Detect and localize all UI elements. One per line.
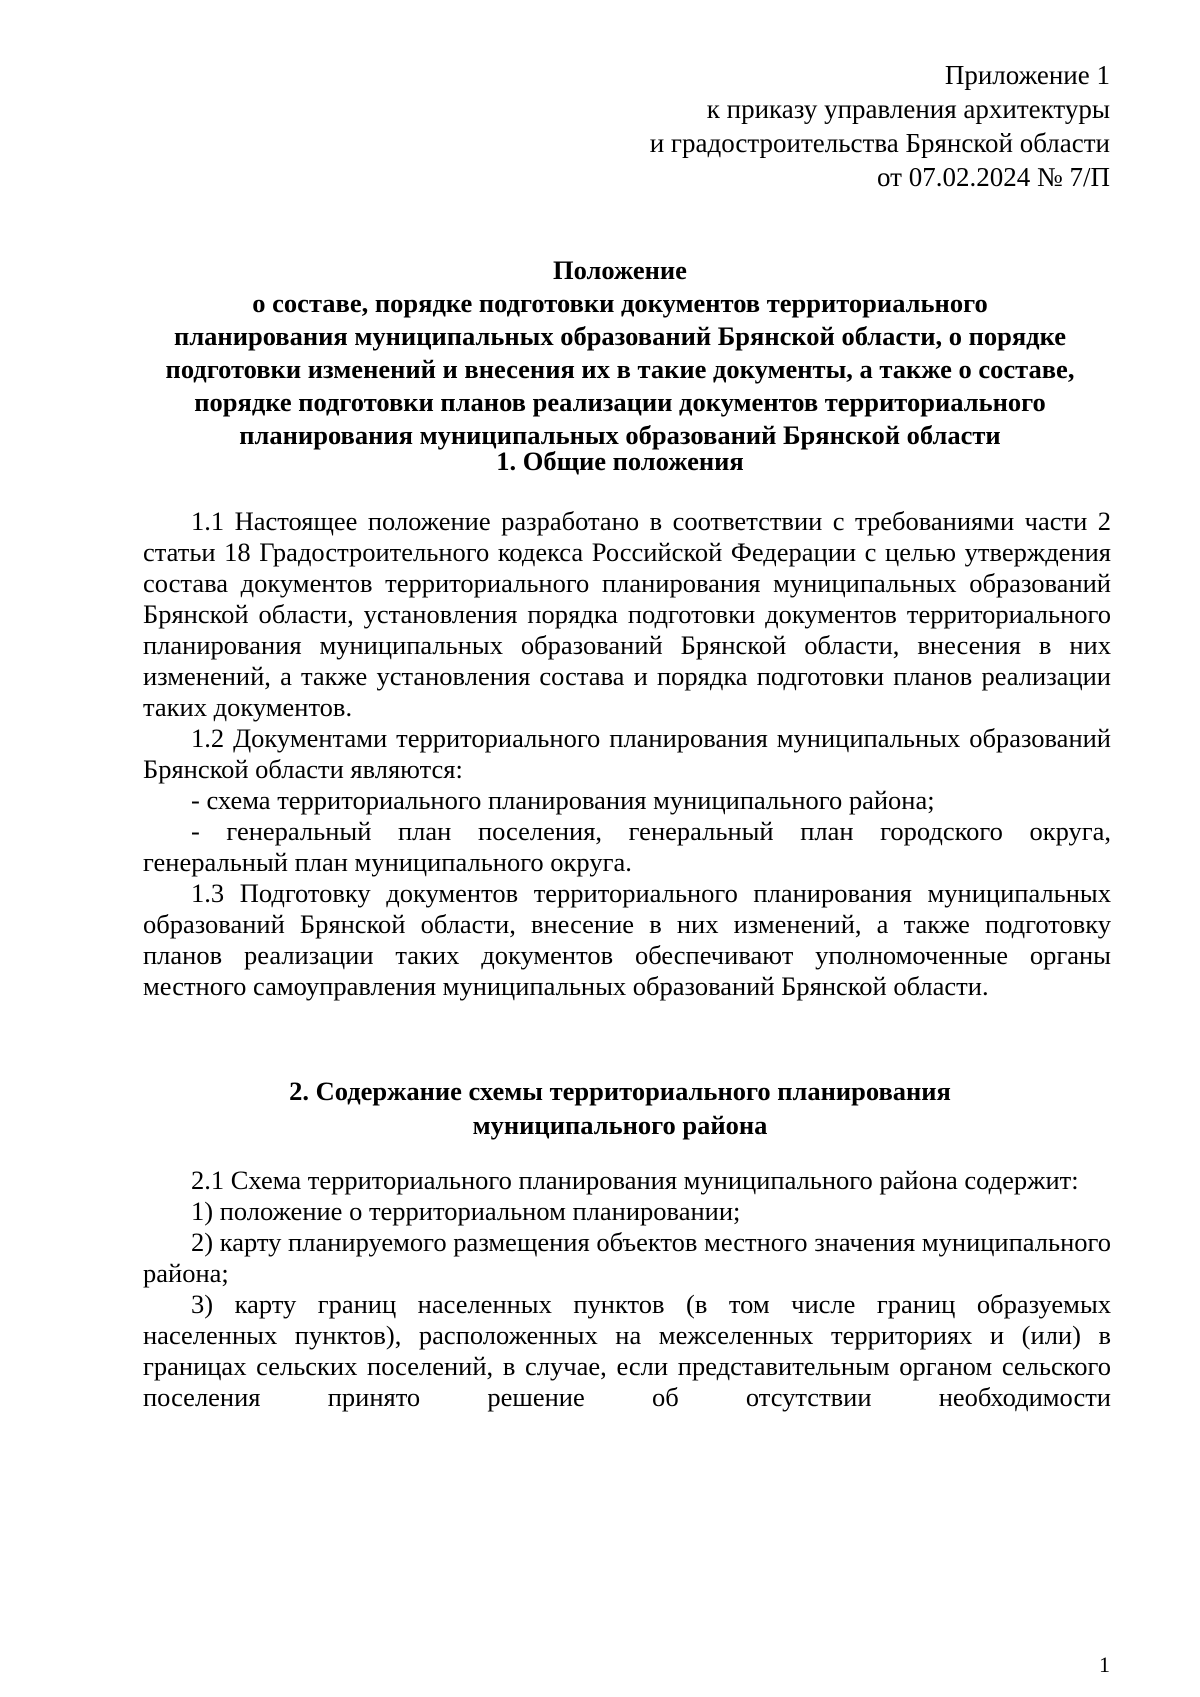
list-item: 1) положение о территориальном планировании; <box>191 1196 741 1226</box>
section-2-body <box>143 1165 1111 1413</box>
section-heading-text: 2. Содержание схемы территориального планирования <box>289 1076 951 1106</box>
section-heading-text: 1. Общие положения <box>496 446 744 476</box>
title-line: Положение <box>553 255 687 285</box>
document-title <box>136 254 1104 452</box>
list-item: 2) карту планируемого размещения объектов местного значения муниципального района; <box>143 1227 1111 1288</box>
list-item: - схема территориального планирования муниципального района; <box>191 785 935 815</box>
paragraph: 1.1 Настоящее положение разработано в соответствии с требованиями части 2 статьи 18 Градостроительного кодекса Российской Федерации с целью утверждения состава документов территориального планирования муниципальных образований Брянской области, установления порядка подготовки документов территориального планирования муниципальных образований Брянской области, внесения в них изменений, а также установления состава и порядка подготовки планов реализации таких документов. <box>143 506 1111 722</box>
title-line: порядке подготовки планов реализации документов территориального <box>194 387 1046 417</box>
section-1-heading <box>136 444 1104 478</box>
paragraph: 1.2 Документами территориального планирования муниципальных образований Брянской области являются: <box>143 723 1111 784</box>
title-line: подготовки изменений и внесения их в такие документы, а также о составе, <box>165 354 1075 384</box>
list-item: 3) карту границ населенных пунктов (в том числе границ образуемых населенных пунктов), расположенных на межселенных территориях и (или) в границах сельских поселений, в случае, если представительным органом сельского поселения принято решение об отсутствии необходимости <box>143 1289 1111 1412</box>
title-line: планирования муниципальных образований Брянской области, о порядке <box>174 321 1066 351</box>
approval-block <box>650 58 1110 194</box>
title-line: о составе, порядке подготовки документов территориального <box>252 288 988 318</box>
approval-line: и градостроительства Брянской области <box>649 128 1110 158</box>
paragraph: 2.1 Схема территориального планирования муниципального района содержит: <box>191 1165 1079 1195</box>
approval-line: Приложение 1 <box>944 60 1110 90</box>
approval-line: от 07.02.2024 № 7/П <box>877 162 1110 192</box>
section-1-body <box>143 506 1111 1002</box>
list-item: - генеральный план поселения, генеральный план городского округа, генеральный план муниципального округа. <box>143 816 1111 877</box>
approval-line: к приказу управления архитектуры <box>706 94 1110 124</box>
paragraph: 1.3 Подготовку документов территориального планирования муниципальных образований Брянской области, внесение в них изменений, а также подготовку планов реализации таких документов обеспечивают уполномоченные органы местного самоуправления муниципальных образований Брянской области. <box>143 878 1111 1001</box>
title-line: планирования муниципальных образований Брянской области <box>239 420 1001 450</box>
section-2-heading <box>136 1074 1104 1142</box>
section-heading-text: муниципального района <box>472 1110 768 1140</box>
page-number: 1 <box>1099 1652 1110 1677</box>
